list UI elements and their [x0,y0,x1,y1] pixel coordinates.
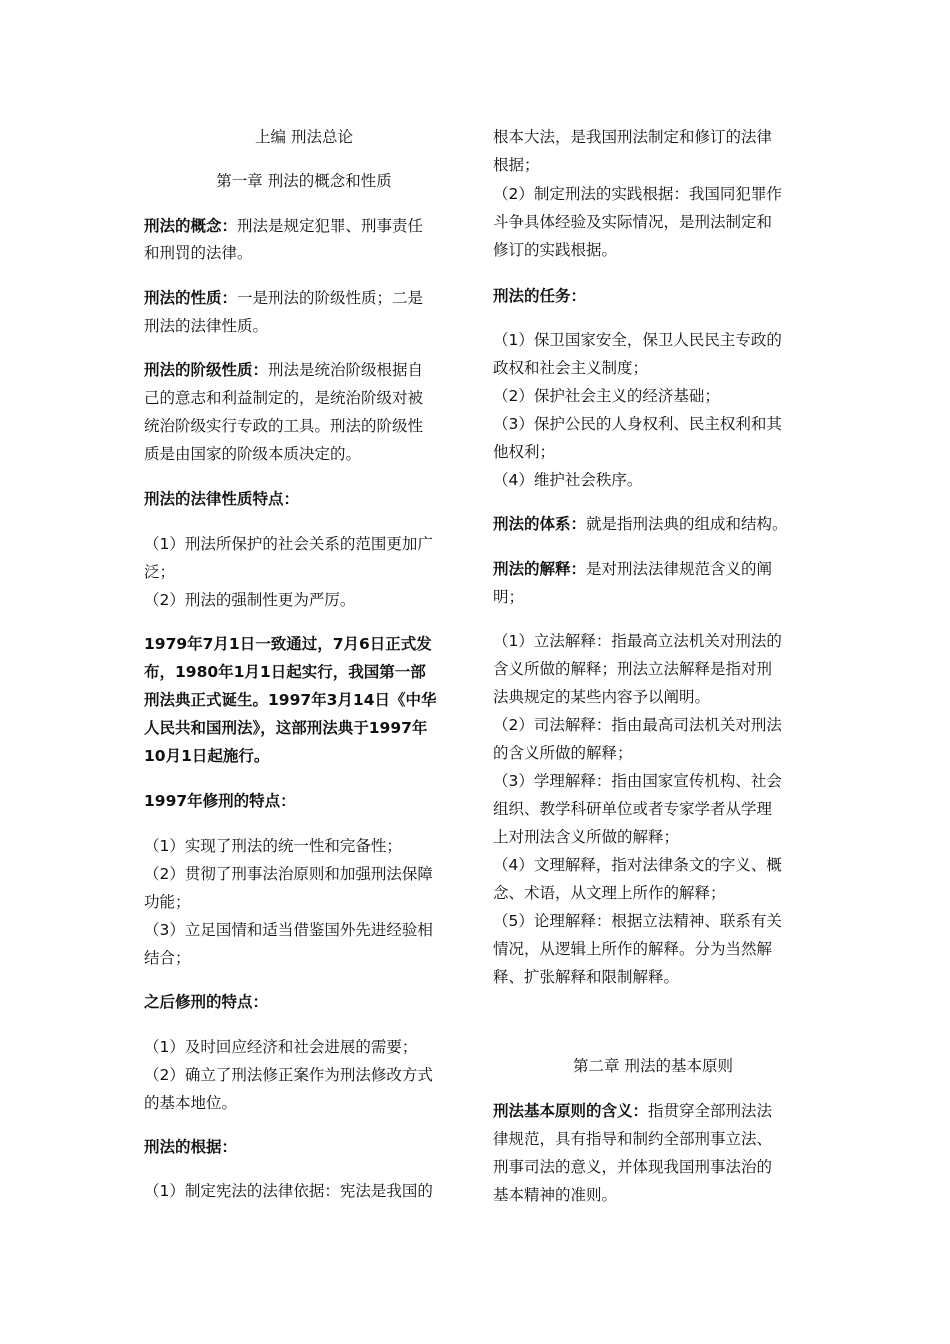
term-label: 刑法的体系： [493,515,587,533]
text-line: 法典规定的某些内容予以阐明。 [493,688,711,706]
text-line: （2）保护社会主义的经济基础； [493,387,720,405]
heading-line: 第一章 刑法的概念和性质 [216,172,392,190]
term-label: 刑法的解释： [493,560,587,578]
text-line [493,514,788,534]
text-line [144,216,423,236]
term-text: 一是刑法的阶级性质；二是 [237,289,424,307]
text-line: 刑法的法律性质。 [144,317,269,335]
text-line: 释、扩张解释和限制解释。 [493,968,680,986]
text-line: 念、术语，从文理上所作的解释； [493,884,726,902]
text-line: 基本精神的准则。 [493,1186,618,1204]
term-label: 刑法的性质： [144,289,238,307]
term-text: 刑法是统治阶级根据自 [268,361,424,379]
text-line: 己的意志和利益制定的，是统治阶级对被 [144,389,424,407]
text-line: （2）制定刑法的实践根据：我国同犯罪作 [493,185,782,203]
text-line: 根据； [493,156,540,174]
text-line: 刑法的法律性质特点： [144,490,300,508]
term-text: 指贯穿全部刑法法 [648,1102,773,1120]
text-line: 的基本地位。 [144,1094,238,1112]
text-line: （1）保卫国家安全，保卫人民民主专政的 [493,331,782,349]
heading-line: 第二章 刑法的基本原则 [573,1057,733,1075]
text-line [144,360,423,380]
term-text: 是对刑法法律规范含义的阐 [586,560,773,578]
text-line: 根本大法，是我国刑法制定和修订的法律 [493,128,773,146]
text-line [493,559,772,579]
text-line: 上对刑法含义所做的解释； [493,828,680,846]
text-line: （1）实现了刑法的统一性和完备性； [144,837,402,855]
text-line: 统治阶级实行专政的工具。刑法的阶级性 [144,417,424,435]
text-line: 律规范，具有指导和制约全部刑事立法、 [493,1130,773,1148]
term-label: 刑法基本原则的含义： [493,1102,649,1120]
text-line [493,1101,772,1121]
text-line: （3）保护公民的人身权利、民主权利和其 [493,415,782,433]
term-text: 就是指刑法典的组成和结构。 [586,515,788,533]
text-line: （1）立法解释：指最高立法机关对刑法的 [493,632,782,650]
text-line: （2）贯彻了刑事法治原则和加强刑法保障 [144,865,433,883]
text-line: （2）刑法的强制性更为严厉。 [144,591,356,609]
term-label: 刑法的概念： [144,217,238,235]
text-line: 功能； [144,893,191,911]
heading-line: 上编 刑法总论 [255,128,353,146]
text-line [144,288,423,308]
text-line: 结合； [144,949,191,967]
text-line: 明； [493,588,525,606]
text-line: （3）立足国情和适当借鉴国外先进经验相 [144,921,433,939]
text-line: 泛； [144,563,176,581]
text-line: 的含义所做的解释； [493,744,633,762]
text-line: 含义所做的解释；刑法立法解释是指对刑 [493,660,773,678]
term-text: 刑法是规定犯罪、刑事责任 [237,217,424,235]
text-line: （3）学理解释：指由国家宣传机构、社会 [493,772,782,790]
text-line: 组织、教学科研单位或者专家学者从学理 [493,800,773,818]
text-line: 布，1980年1月1日起实行，我国第一部 [144,663,426,681]
text-line: 斗争具体经验及实际情况，是刑法制定和 [493,213,773,231]
text-line: 政权和社会主义制度； [493,359,649,377]
term-label: 刑法的阶级性质： [144,361,269,379]
text-line: 1997年修刑的特点： [144,792,296,810]
text-line: 刑法典正式诞生。1997年3月14日《中华 [144,691,437,709]
text-line: 人民共和国刑法》，这部刑法典于1997年 [144,719,428,737]
text-line: 之后修刑的特点： [144,993,269,1011]
text-line: 修订的实践根据。 [493,241,618,259]
text-line: （4）维护社会秩序。 [493,471,643,489]
text-line: （2）司法解释：指由最高司法机关对刑法 [493,716,782,734]
text-line: （1）及时回应经济和社会进展的需要； [144,1038,418,1056]
text-line: （4）文理解释，指对法律条文的字义、概 [493,856,782,874]
text-line: 质是由国家的阶级本质决定的。 [144,445,362,463]
text-line: 刑法的任务： [493,287,587,305]
text-line: 情况，从逻辑上所作的解释。分为当然解 [493,940,773,958]
text-line: （2）确立了刑法修正案作为刑法修改方式 [144,1066,433,1084]
text-line: 刑事司法的意义，并体现我国刑事法治的 [493,1158,773,1176]
text-line: 他权利； [493,443,556,461]
text-line: （1）制定宪法的法律依据：宪法是我国的 [144,1182,433,1200]
text-line: 刑法的根据： [144,1138,238,1156]
text-line: 10月1日起施行。 [144,747,270,765]
text-line: 1979年7月1日一致通过，7月6日正式发 [144,635,432,653]
text-line: 和刑罚的法律。 [144,244,253,262]
text-line: （1）刑法所保护的社会关系的范围更加广 [144,535,433,553]
text-line: （5）论理解释：根据立法精神、联系有关 [493,912,782,930]
